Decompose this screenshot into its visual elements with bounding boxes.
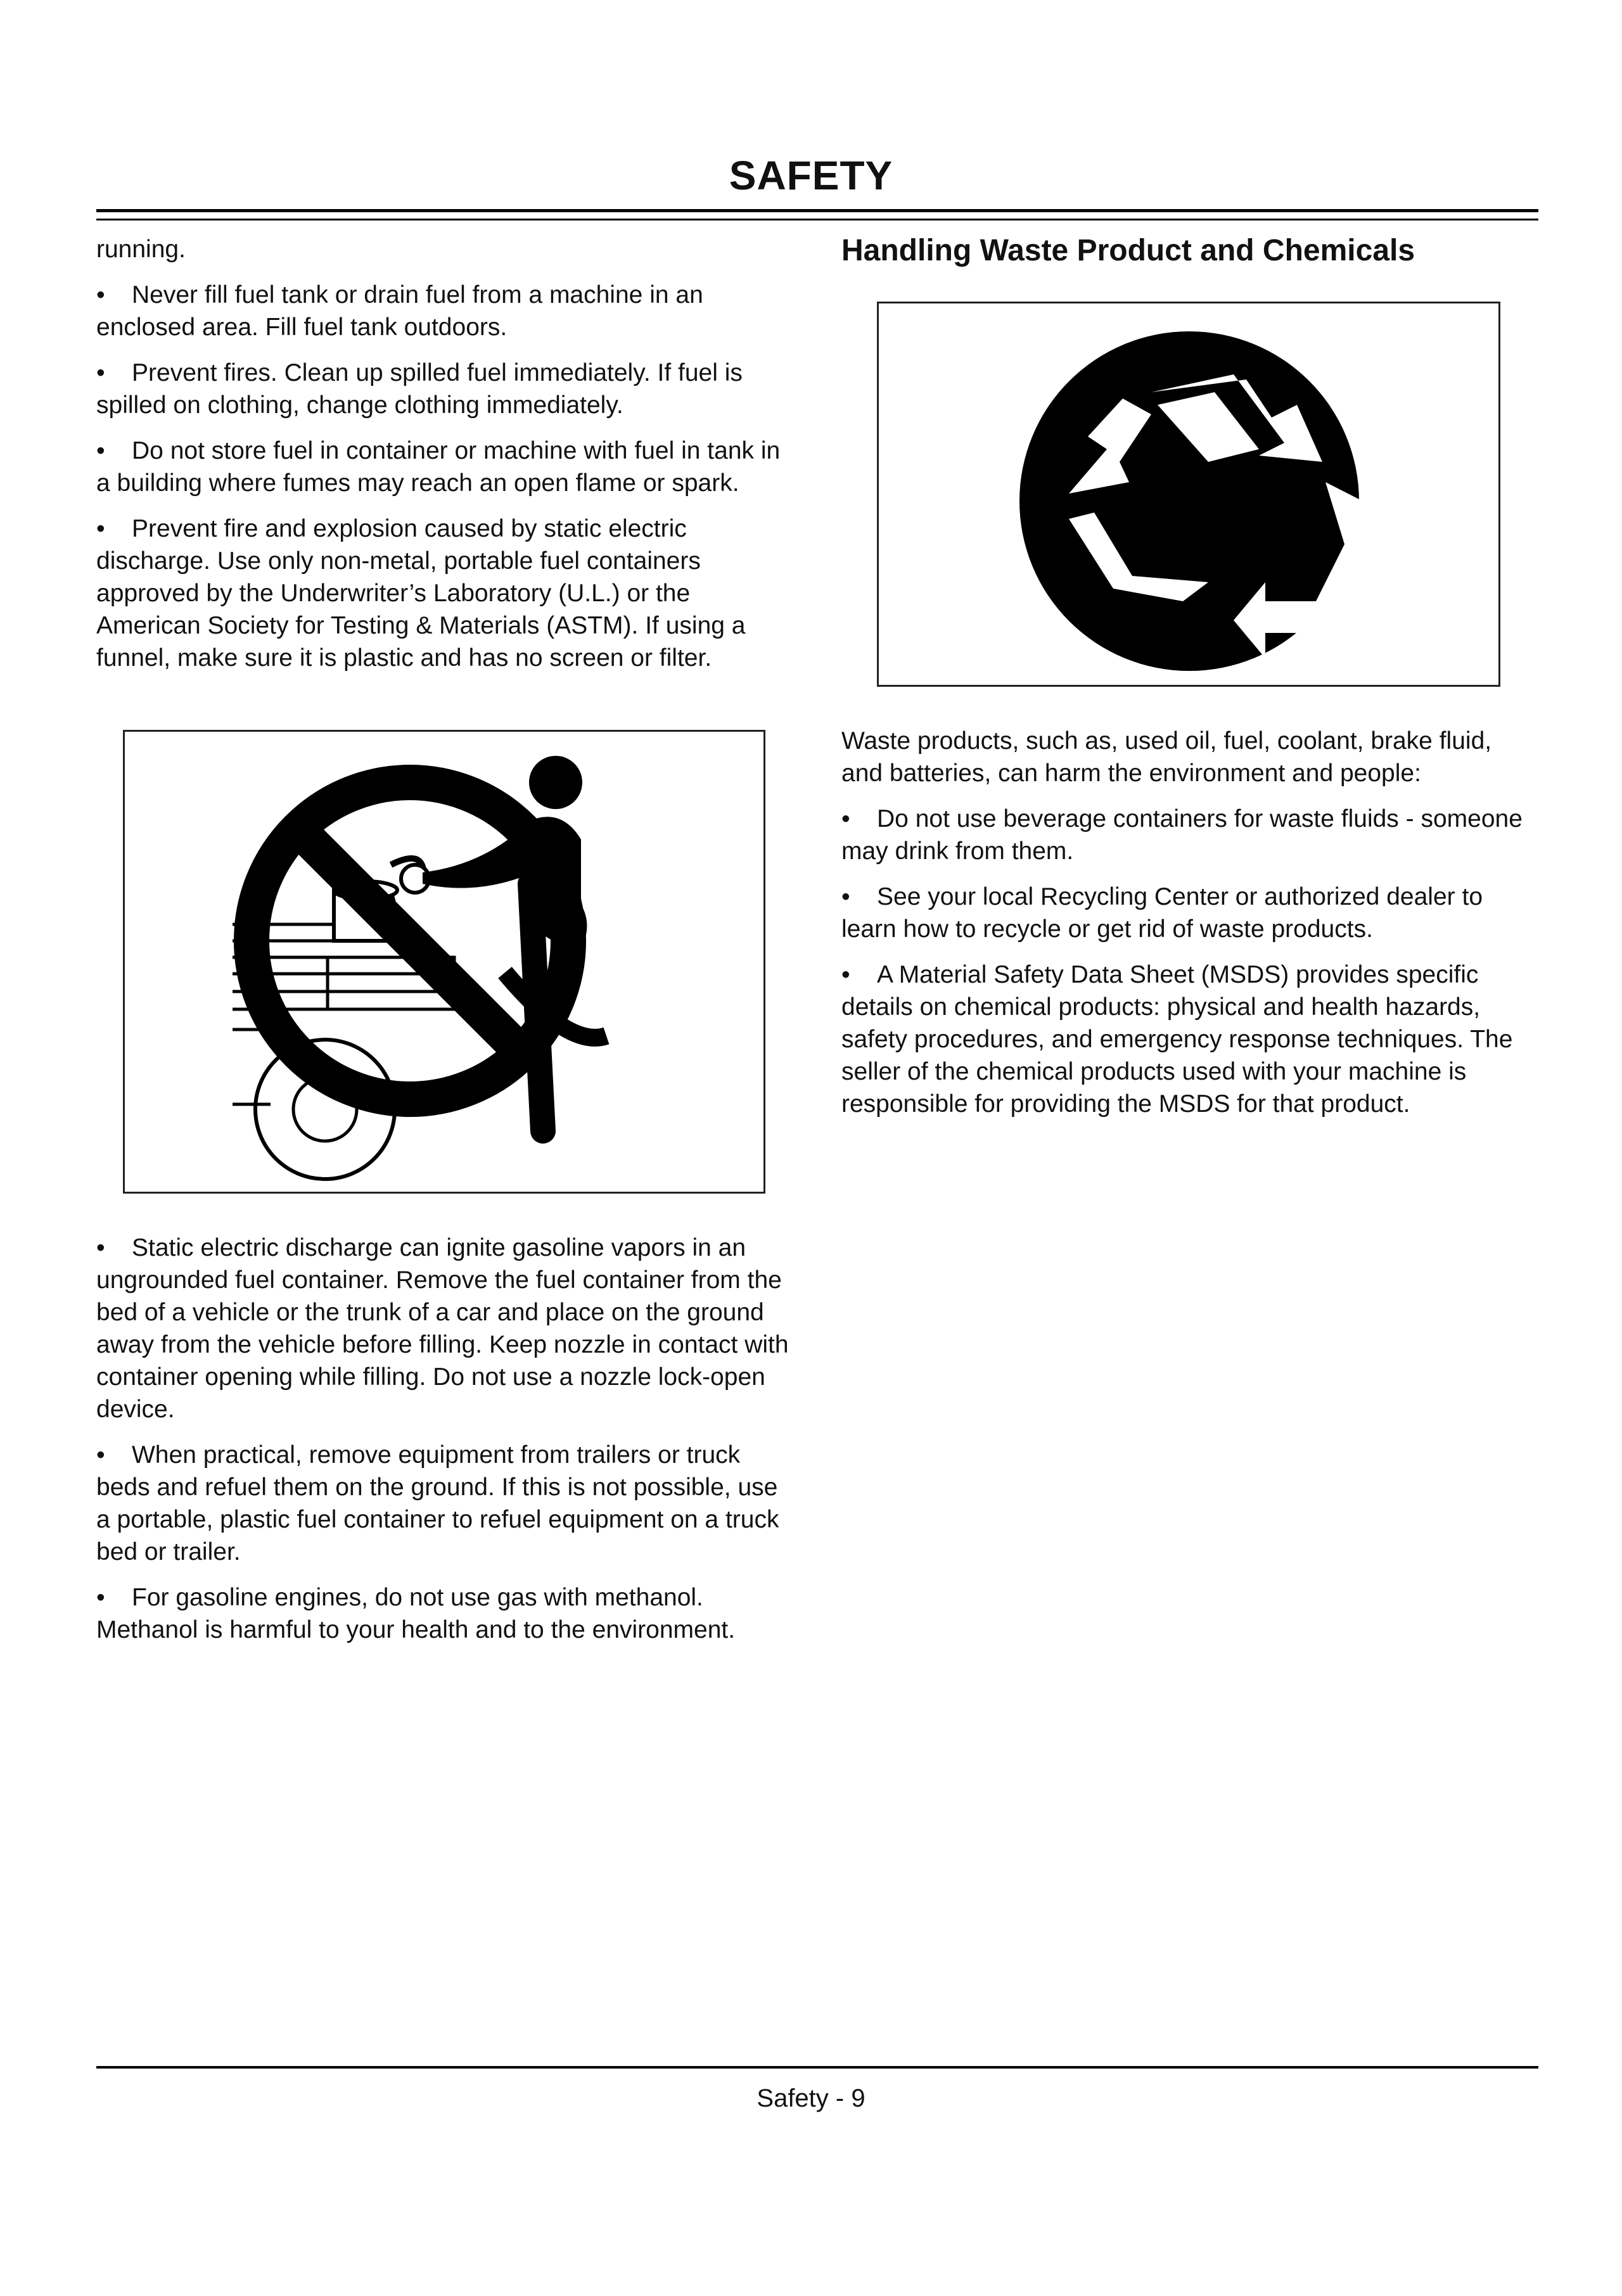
page-title: SAFETY xyxy=(729,153,893,198)
no-refuel-on-truck-illustration xyxy=(125,732,763,1192)
header-rule-thin xyxy=(96,219,1538,220)
recycle-icon xyxy=(879,303,1498,685)
left-column-bottom xyxy=(96,1232,793,1659)
page-number: Safety - 9 xyxy=(757,2084,865,2112)
bullet-item: • For gasoline engines, do not use gas with methanol. Methanol is harmful to your health and to the environment. xyxy=(96,1581,793,1646)
header-rule-thick xyxy=(96,209,1538,212)
figure-no-refuel-on-truck-bed xyxy=(123,730,765,1194)
bullet-item: • Do not use beverage containers for waste fluids - someone may drink from them. xyxy=(841,803,1538,867)
right-column-heading-block xyxy=(841,233,1538,305)
left-column-top xyxy=(96,233,793,687)
figure-recycle xyxy=(877,302,1500,687)
paragraph: running. xyxy=(96,236,186,263)
bullet-item: • Prevent fire and explosion caused by static electric discharge. Use only non-metal, portable fuel containers approved by the Underwriter’s Laboratory (U.L.) or the American Society for Testing & Materials (ASTM). If using a funnel, make sure it is plastic and has no screen or filter. xyxy=(96,513,793,674)
bullet-item: • Never fill fuel tank or drain fuel from a machine in an enclosed area. Fill fuel tank outdoors. xyxy=(96,279,793,343)
bullet-item: • A Material Safety Data Sheet (MSDS) provides specific details on chemical products: physical and health hazards, safety procedures, and emergency response techniques. The seller of the chemical products used with your machine is responsible for providing the MSDS for that product. xyxy=(841,959,1538,1120)
footer-rule xyxy=(96,2066,1538,2069)
bullet-item: • Prevent fires. Clean up spilled fuel immediately. If fuel is spilled on clothing, change clothing immediately. xyxy=(96,357,793,421)
bullet-item: • When practical, remove equipment from trailers or truck beds and refuel them on the ground. If this is not possible, use a portable, plastic fuel container to refuel equipment on a truck bed or trailer. xyxy=(96,1439,793,1568)
section-heading: Handling Waste Product and Chemicals xyxy=(841,234,1415,267)
bullet-item: • See your local Recycling Center or authorized dealer to learn how to recycle or get rid of waste products. xyxy=(841,881,1538,945)
right-column-body xyxy=(841,725,1538,1133)
bullet-item: • Static electric discharge can ignite gasoline vapors in an ungrounded fuel container. Remove the fuel container from the bed of a vehicle or the trunk of a car and place on the ground away from the vehicle before filling. Keep nozzle in contact with container opening while filling. Do not use a nozzle lock-open device. xyxy=(96,1232,793,1425)
paragraph: Waste products, such as, used oil, fuel, coolant, brake fluid, and batteries, can harm the environment and people: xyxy=(841,727,1492,787)
bullet-item: • Do not store fuel in container or machine with fuel in tank in a building where fumes may reach an open flame or spark. xyxy=(96,435,793,499)
